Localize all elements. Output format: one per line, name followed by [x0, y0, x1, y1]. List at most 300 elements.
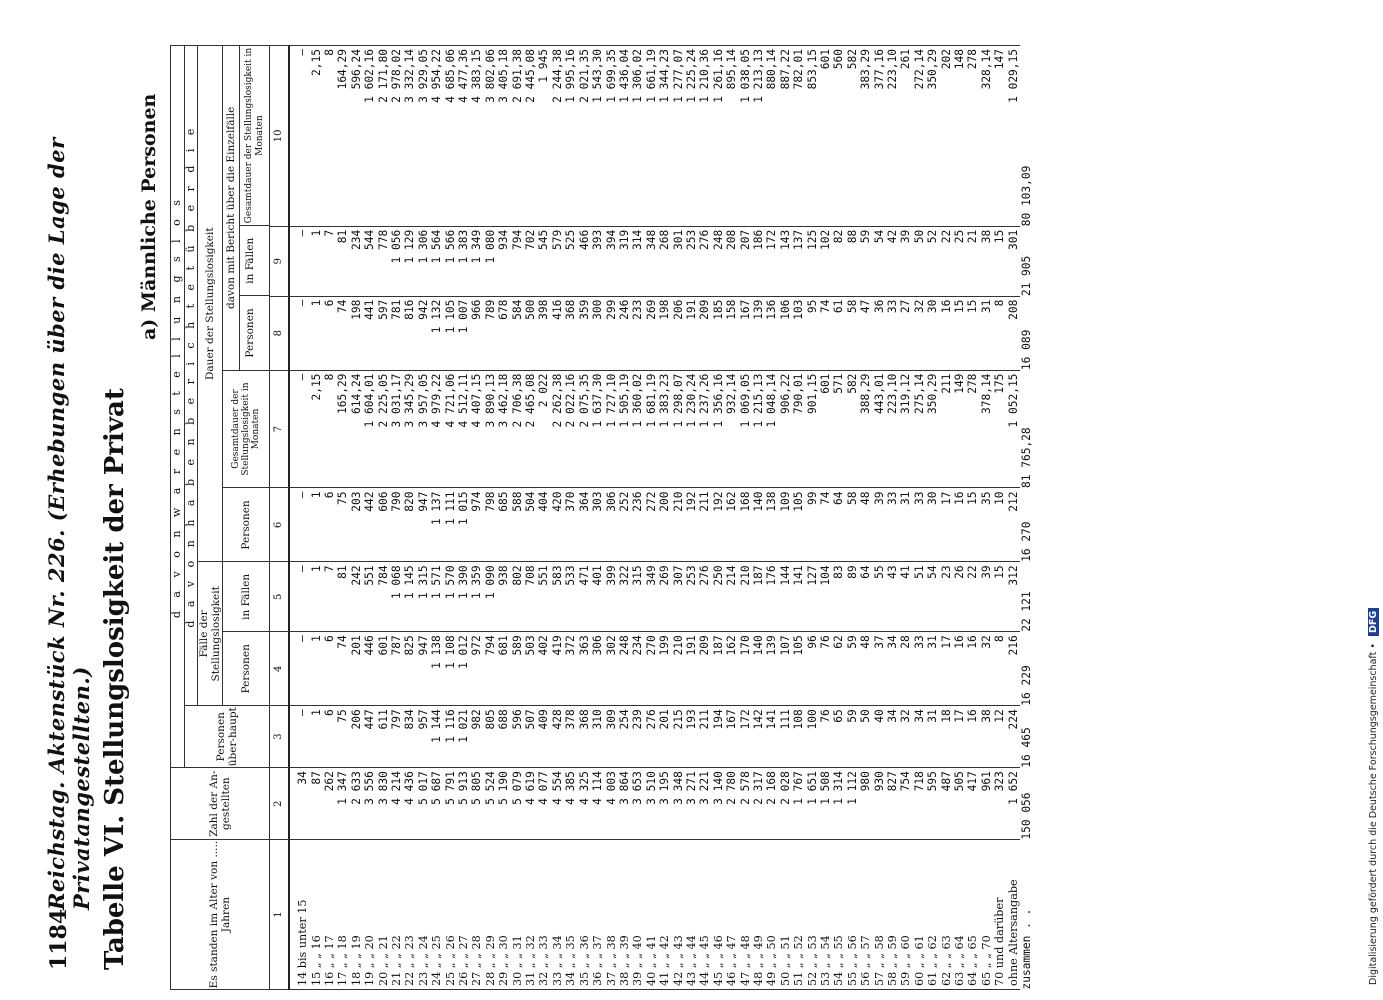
value-cell-c10: 1 213,13 — [752, 46, 765, 227]
table-row — [336, 46, 349, 990]
value-cell-c10: 601 — [819, 46, 832, 227]
table-row — [672, 46, 685, 990]
value-cell-c8: 198 — [350, 296, 363, 370]
value-cell-c8: 15 — [953, 296, 966, 370]
value-cell-c7: — — [289, 370, 309, 488]
value-cell-c6: 606 — [377, 488, 390, 562]
value-cell-c2: 4 077 — [537, 768, 550, 840]
table-row — [698, 46, 711, 990]
age-cell: 17 „ „ 18 — [336, 840, 349, 990]
value-cell-c8: 8 — [993, 296, 1006, 370]
value-cell-c4: 947 — [417, 632, 430, 706]
value-cell-c2: 595 — [926, 768, 939, 840]
value-cell-c3: — — [289, 706, 309, 768]
value-cell-c7: 601 — [819, 370, 832, 488]
table-row — [484, 46, 497, 990]
value-cell-c6: 588 — [511, 488, 524, 562]
value-cell-c3: 40 — [873, 706, 886, 768]
value-cell-c7: 1 681,19 — [645, 370, 658, 488]
value-cell-c7: 4 721,06 — [444, 370, 457, 488]
value-cell-c3: 111 — [779, 706, 792, 768]
total-cell-c2: 150 056 — [1020, 792, 1034, 840]
value-cell-c4: 96 — [806, 632, 819, 706]
total-cell-c9: 21 905 — [1020, 255, 1034, 297]
value-cell-c8: 208 — [1007, 296, 1020, 370]
value-cell-c5: 104 — [819, 562, 832, 632]
value-cell-c8: 781 — [390, 296, 403, 370]
age-cell: 61 „ „ 62 — [926, 840, 939, 990]
value-cell-c7: 1 230,24 — [685, 370, 698, 488]
value-cell-c6: 820 — [403, 488, 416, 562]
age-cell: 26 „ „ 27 — [457, 840, 470, 990]
table-row — [377, 46, 390, 990]
value-cell-c7: 275,14 — [913, 370, 926, 488]
value-cell-c3: 957 — [417, 706, 430, 768]
page-number: 1184 — [46, 908, 72, 970]
value-cell-c6: 790 — [390, 488, 403, 562]
value-cell-c2: 1 347 — [336, 768, 349, 840]
value-cell-c10: 582 — [846, 46, 859, 227]
value-cell-c2: 5 791 — [444, 768, 457, 840]
value-cell-c5: 276 — [698, 562, 711, 632]
value-cell-c8: 246 — [618, 296, 631, 370]
value-cell-c3: 206 — [350, 706, 363, 768]
value-cell-c8: 299 — [605, 296, 618, 370]
value-cell-c8: 206 — [672, 296, 685, 370]
value-cell-c2: 2 633 — [350, 768, 363, 840]
value-cell-c7: 932,14 — [725, 370, 738, 488]
age-cell: 30 „ „ 31 — [511, 840, 524, 990]
value-cell-c5: 551 — [537, 562, 550, 632]
table-row — [524, 46, 537, 990]
value-cell-c5: 349 — [645, 562, 658, 632]
value-cell-c2: 5 687 — [430, 768, 443, 840]
value-cell-c7: 582 — [846, 370, 859, 488]
sub-header-dauer: Dauer der Stellungslosigkeit — [198, 46, 223, 562]
value-cell-c7: 278 — [966, 370, 979, 488]
value-cell-c2: 34 — [289, 768, 309, 840]
value-cell-c2: 417 — [966, 768, 979, 840]
age-cell: 43 „ „ 44 — [685, 840, 698, 990]
value-cell-c7: 2 225,05 — [377, 370, 390, 488]
value-cell-c10: 1 602,16 — [363, 46, 376, 227]
value-cell-c6: 105 — [792, 488, 805, 562]
value-cell-c3: 194 — [712, 706, 725, 768]
age-cell: 48 „ „ 49 — [752, 840, 765, 990]
value-cell-c9: 208 — [725, 226, 738, 296]
table-row — [457, 46, 470, 990]
value-cell-c5: 784 — [377, 562, 390, 632]
value-cell-c3: 59 — [846, 706, 859, 768]
value-cell-c10: 278 — [966, 46, 979, 227]
value-cell-c3: 982 — [470, 706, 483, 768]
age-cell: 25 „ „ 26 — [444, 840, 457, 990]
age-cell: 60 „ „ 61 — [913, 840, 926, 990]
value-cell-c9: 248 — [712, 226, 725, 296]
value-cell-c9: 253 — [685, 226, 698, 296]
value-cell-c5: 250 — [712, 562, 725, 632]
value-cell-c4: 62 — [832, 632, 845, 706]
value-cell-c2: 4 554 — [551, 768, 564, 840]
table-row — [752, 46, 765, 990]
value-cell-c6: 1 137 — [430, 488, 443, 562]
table-row — [993, 46, 1006, 990]
value-cell-c2: 487 — [940, 768, 953, 840]
value-cell-c5: 41 — [899, 562, 912, 632]
value-cell-c10: 1 661,19 — [645, 46, 658, 227]
value-cell-c7: 8 — [323, 370, 336, 488]
col-header-personen-ueberhaupt: Personen über-haupt — [184, 706, 270, 768]
value-cell-c8: 1 132 — [430, 296, 443, 370]
group-header-stellungslos: d a v o n w a r e n s t e l l u n g s l o s — [171, 46, 185, 768]
value-cell-c3: 32 — [899, 706, 912, 768]
value-cell-c3: 611 — [377, 706, 390, 768]
value-cell-c6: 30 — [926, 488, 939, 562]
value-cell-c6: 17 — [940, 488, 953, 562]
value-cell-c9: 702 — [524, 226, 537, 296]
value-cell-c7: 3 345,29 — [403, 370, 416, 488]
value-cell-c9: 1 056 — [390, 226, 403, 296]
value-cell-c6: 192 — [712, 488, 725, 562]
value-cell-c6: 10 — [993, 488, 1006, 562]
value-cell-c7: 1 048,14 — [765, 370, 778, 488]
value-cell-c10: 1 210,36 — [698, 46, 711, 227]
value-cell-c10: 147 — [993, 46, 1006, 227]
value-cell-c7: 2 706,38 — [511, 370, 524, 488]
value-cell-c8: 816 — [403, 296, 416, 370]
value-cell-c2: 3 556 — [363, 768, 376, 840]
age-cell: 36 „ „ 37 — [591, 840, 604, 990]
value-cell-c7: 3 462,18 — [497, 370, 510, 488]
value-cell-c6: 138 — [765, 488, 778, 562]
age-cell: 23 „ „ 24 — [417, 840, 430, 990]
value-cell-c2: 3 830 — [377, 768, 390, 840]
value-cell-c10: 1 436,04 — [618, 46, 631, 227]
age-cell: 70 und darüber — [993, 840, 1006, 990]
value-cell-c4: 270 — [645, 632, 658, 706]
value-cell-c8: 139 — [752, 296, 765, 370]
value-cell-c3: 378 — [564, 706, 577, 768]
age-cell: 27 „ „ 28 — [470, 840, 483, 990]
value-cell-c6: 947 — [417, 488, 430, 562]
value-cell-c6: 1 015 — [457, 488, 470, 562]
value-cell-c3: 507 — [524, 706, 537, 768]
value-cell-c2: 1 112 — [846, 768, 859, 840]
table-row — [323, 46, 336, 990]
value-cell-c3: 100 — [806, 706, 819, 768]
value-cell-c7: 175 — [993, 370, 1006, 488]
table-row — [658, 46, 671, 990]
value-cell-c5: 1 359 — [470, 562, 483, 632]
value-cell-c10: 560 — [832, 46, 845, 227]
col-header-c9: in Fällen — [240, 225, 269, 295]
age-cell: 34 „ „ 35 — [564, 840, 577, 990]
table-row — [363, 46, 376, 990]
value-cell-c6: 798 — [484, 488, 497, 562]
value-cell-c3: 167 — [725, 706, 738, 768]
value-cell-c8: 191 — [685, 296, 698, 370]
value-cell-c9: 348 — [645, 226, 658, 296]
value-cell-c6: 203 — [350, 488, 363, 562]
value-cell-c8: 966 — [470, 296, 483, 370]
value-cell-c10: 596,24 — [350, 46, 363, 227]
age-cell: 19 „ „ 20 — [363, 840, 376, 990]
value-cell-c4: 234 — [631, 632, 644, 706]
value-cell-c9: 544 — [363, 226, 376, 296]
table-row — [537, 46, 550, 990]
value-cell-c2: 1 767 — [792, 768, 805, 840]
value-cell-c4: 28 — [899, 632, 912, 706]
value-cell-c8: 95 — [806, 296, 819, 370]
value-cell-c5: 1 570 — [444, 562, 457, 632]
age-cell: 32 „ „ 33 — [537, 840, 550, 990]
value-cell-c3: 447 — [363, 706, 376, 768]
value-cell-c4: 139 — [765, 632, 778, 706]
value-cell-c7: 2,15 — [310, 370, 323, 488]
col-header-c8: Personen — [240, 295, 269, 369]
value-cell-c8: 74 — [336, 296, 349, 370]
value-cell-c3: 688 — [497, 706, 510, 768]
value-cell-c2: 3 864 — [618, 768, 631, 840]
value-cell-c2: 5 805 — [470, 768, 483, 840]
value-cell-c8: 167 — [739, 296, 752, 370]
value-cell-c5: 312 — [1007, 562, 1020, 632]
value-cell-c5: 533 — [564, 562, 577, 632]
table-row — [886, 46, 899, 990]
value-cell-c2: 5 190 — [497, 768, 510, 840]
value-cell-c5: 51 — [913, 562, 926, 632]
value-cell-c7: 2 262,38 — [551, 370, 564, 488]
value-cell-c9: 1 383 — [457, 226, 470, 296]
value-cell-c10: 2 445,08 — [524, 46, 537, 227]
value-cell-c4: 191 — [685, 632, 698, 706]
age-cell: 58 „ „ 59 — [886, 840, 899, 990]
value-cell-c10: 3 929,05 — [417, 46, 430, 227]
age-cell: 31 „ „ 32 — [524, 840, 537, 990]
value-cell-c9: 319 — [618, 226, 631, 296]
value-cell-c7: 1 360,02 — [631, 370, 644, 488]
value-cell-c8: 1 — [310, 296, 323, 370]
value-cell-c5: 242 — [350, 562, 363, 632]
age-cell: 54 „ „ 55 — [832, 840, 845, 990]
value-cell-c8: 1 105 — [444, 296, 457, 370]
value-cell-c6: 974 — [470, 488, 483, 562]
value-cell-c4: 199 — [658, 632, 671, 706]
value-cell-c5: 471 — [578, 562, 591, 632]
value-cell-c10: 1 277,07 — [672, 46, 685, 227]
value-cell-c4: 787 — [390, 632, 403, 706]
value-cell-c9: 466 — [578, 226, 591, 296]
age-cell: 14 bis unter 15 — [289, 840, 309, 990]
value-cell-c5: 15 — [993, 562, 1006, 632]
value-cell-c3: 409 — [537, 706, 550, 768]
value-cell-c9: 1 — [310, 226, 323, 296]
value-cell-c5: 39 — [980, 562, 993, 632]
value-cell-c9: — — [289, 226, 309, 296]
table-row — [310, 46, 323, 990]
value-cell-c10: 853,15 — [806, 46, 819, 227]
value-cell-c7: 319,12 — [899, 370, 912, 488]
value-cell-c7: 790,01 — [792, 370, 805, 488]
value-cell-c9: 1 306 — [417, 226, 430, 296]
table-row — [1007, 46, 1020, 990]
value-cell-c6: 1 111 — [444, 488, 457, 562]
age-cell: 44 „ „ 45 — [698, 840, 711, 990]
table-row — [417, 46, 430, 990]
value-cell-c3: 34 — [913, 706, 926, 768]
value-cell-c9: 42 — [886, 226, 899, 296]
age-cell: 56 „ „ 57 — [859, 840, 872, 990]
value-cell-c9: 276 — [698, 226, 711, 296]
age-cell: 53 „ „ 54 — [819, 840, 832, 990]
value-cell-c9: 22 — [940, 226, 953, 296]
value-cell-c9: 54 — [873, 226, 886, 296]
table-row — [403, 46, 416, 990]
value-cell-c3: 141 — [765, 706, 778, 768]
value-cell-c10: 4 954,22 — [430, 46, 443, 227]
col-header-c10: Gesamtdauer der Stellungslosigkeit in Monaten — [244, 47, 265, 224]
age-cell: 50 „ „ 51 — [779, 840, 792, 990]
value-cell-c2: 4 114 — [591, 768, 604, 840]
value-cell-c9: 82 — [832, 226, 845, 296]
value-cell-c3: 18 — [940, 706, 953, 768]
value-cell-c10: 3 405,18 — [497, 46, 510, 227]
value-cell-c2: 3 271 — [685, 768, 698, 840]
value-cell-c5: 401 — [591, 562, 604, 632]
value-cell-c2: 262 — [323, 768, 336, 840]
value-cell-c3: 172 — [739, 706, 752, 768]
value-cell-c6: 306 — [605, 488, 618, 562]
value-cell-c8: 209 — [698, 296, 711, 370]
value-cell-c3: 193 — [685, 706, 698, 768]
value-cell-c7: 378,14 — [980, 370, 993, 488]
value-cell-c6: 504 — [524, 488, 537, 562]
value-cell-c10: 895,14 — [725, 46, 738, 227]
value-cell-c7: 223,10 — [886, 370, 899, 488]
total-cell-c7: 81 765,28 — [1020, 427, 1034, 488]
value-cell-c4: 402 — [537, 632, 550, 706]
value-cell-c5: 1 068 — [390, 562, 403, 632]
value-cell-c4: 363 — [578, 632, 591, 706]
value-cell-c8: 1 007 — [457, 296, 470, 370]
table-title: Tabelle VI. Stellungslosigkeit der Privat — [100, 388, 130, 970]
value-cell-c5: 89 — [846, 562, 859, 632]
age-cell: 28 „ „ 29 — [484, 840, 497, 990]
value-cell-c9: 39 — [899, 226, 912, 296]
value-cell-c6: 64 — [832, 488, 845, 562]
value-cell-c10: 8 — [323, 46, 336, 227]
value-cell-c2: 2 578 — [739, 768, 752, 840]
value-cell-c5: 64 — [859, 562, 872, 632]
value-cell-c4: 105 — [792, 632, 805, 706]
value-cell-c9: 579 — [551, 226, 564, 296]
age-cell: 37 „ „ 38 — [605, 840, 618, 990]
value-cell-c8: 158 — [725, 296, 738, 370]
value-cell-c10: 3 332,14 — [403, 46, 416, 227]
total-label: zusammen . . — [1020, 908, 1034, 990]
value-cell-c6: 15 — [966, 488, 979, 562]
value-cell-c4: 8 — [993, 632, 1006, 706]
value-cell-c2: 1 314 — [832, 768, 845, 840]
value-cell-c9: 268 — [658, 226, 671, 296]
value-cell-c10: 2 978,02 — [390, 46, 403, 227]
value-cell-c10: 2 691,38 — [511, 46, 524, 227]
value-cell-c3: 50 — [859, 706, 872, 768]
value-cell-c6: 252 — [618, 488, 631, 562]
value-cell-c3: 797 — [390, 706, 403, 768]
table-row — [899, 46, 912, 990]
value-cell-c3: 276 — [645, 706, 658, 768]
value-cell-c10: 383,29 — [859, 46, 872, 227]
value-cell-c4: 446 — [363, 632, 376, 706]
value-cell-c7: 1 604,01 — [363, 370, 376, 488]
value-cell-c2: 3 348 — [672, 768, 685, 840]
value-cell-c6: 211 — [698, 488, 711, 562]
value-cell-c5: 55 — [873, 562, 886, 632]
value-cell-c7: 388,29 — [859, 370, 872, 488]
value-cell-c8: 300 — [591, 296, 604, 370]
value-cell-c8: 359 — [578, 296, 591, 370]
value-cell-c7: 1 215,13 — [752, 370, 765, 488]
value-cell-c6: 200 — [658, 488, 671, 562]
value-cell-c6: 442 — [363, 488, 376, 562]
column-number-row — [270, 46, 290, 990]
value-cell-c10: 1 038,05 — [739, 46, 752, 227]
value-cell-c8: 36 — [873, 296, 886, 370]
value-cell-c7: 1 727,10 — [605, 370, 618, 488]
value-cell-c5: 22 — [966, 562, 979, 632]
value-cell-c9: 934 — [497, 226, 510, 296]
value-cell-c9: 125 — [806, 226, 819, 296]
value-cell-c6: 35 — [980, 488, 993, 562]
value-cell-c5: 83 — [832, 562, 845, 632]
value-cell-c8: 441 — [363, 296, 376, 370]
table-row — [832, 46, 845, 990]
value-cell-c3: 75 — [336, 706, 349, 768]
value-cell-c2: 3 195 — [658, 768, 671, 840]
value-cell-c5: 399 — [605, 562, 618, 632]
value-cell-c5: 1 145 — [403, 562, 416, 632]
value-cell-c5: 802 — [511, 562, 524, 632]
value-cell-c10: 350,29 — [926, 46, 939, 227]
value-cell-c8: 678 — [497, 296, 510, 370]
value-cell-c8: 74 — [819, 296, 832, 370]
value-cell-c4: 825 — [403, 632, 416, 706]
value-cell-c2: 2 028 — [779, 768, 792, 840]
value-cell-c4: 201 — [350, 632, 363, 706]
value-cell-c4: 1 — [310, 632, 323, 706]
value-cell-c7: 1 069,05 — [739, 370, 752, 488]
value-cell-c9: 1 129 — [403, 226, 416, 296]
value-cell-c6: 99 — [806, 488, 819, 562]
value-cell-c5: 322 — [618, 562, 631, 632]
value-cell-c7: 901,15 — [806, 370, 819, 488]
value-cell-c7: 1 637,30 — [591, 370, 604, 488]
age-cell: 47 „ „ 48 — [739, 840, 752, 990]
value-cell-c6: 31 — [899, 488, 912, 562]
value-cell-c6: 16 — [953, 488, 966, 562]
value-cell-c6: 109 — [779, 488, 792, 562]
value-cell-c9: 778 — [377, 226, 390, 296]
value-cell-c2: 2 317 — [752, 768, 765, 840]
age-cell: 63 „ „ 64 — [953, 840, 966, 990]
value-cell-c10: 148 — [953, 46, 966, 227]
value-cell-c4: 372 — [564, 632, 577, 706]
column-number: 9 — [270, 226, 290, 296]
column-number: 2 — [270, 768, 290, 840]
sub-header-mit-bericht — [223, 46, 270, 371]
value-cell-c10: 887,22 — [779, 46, 792, 227]
